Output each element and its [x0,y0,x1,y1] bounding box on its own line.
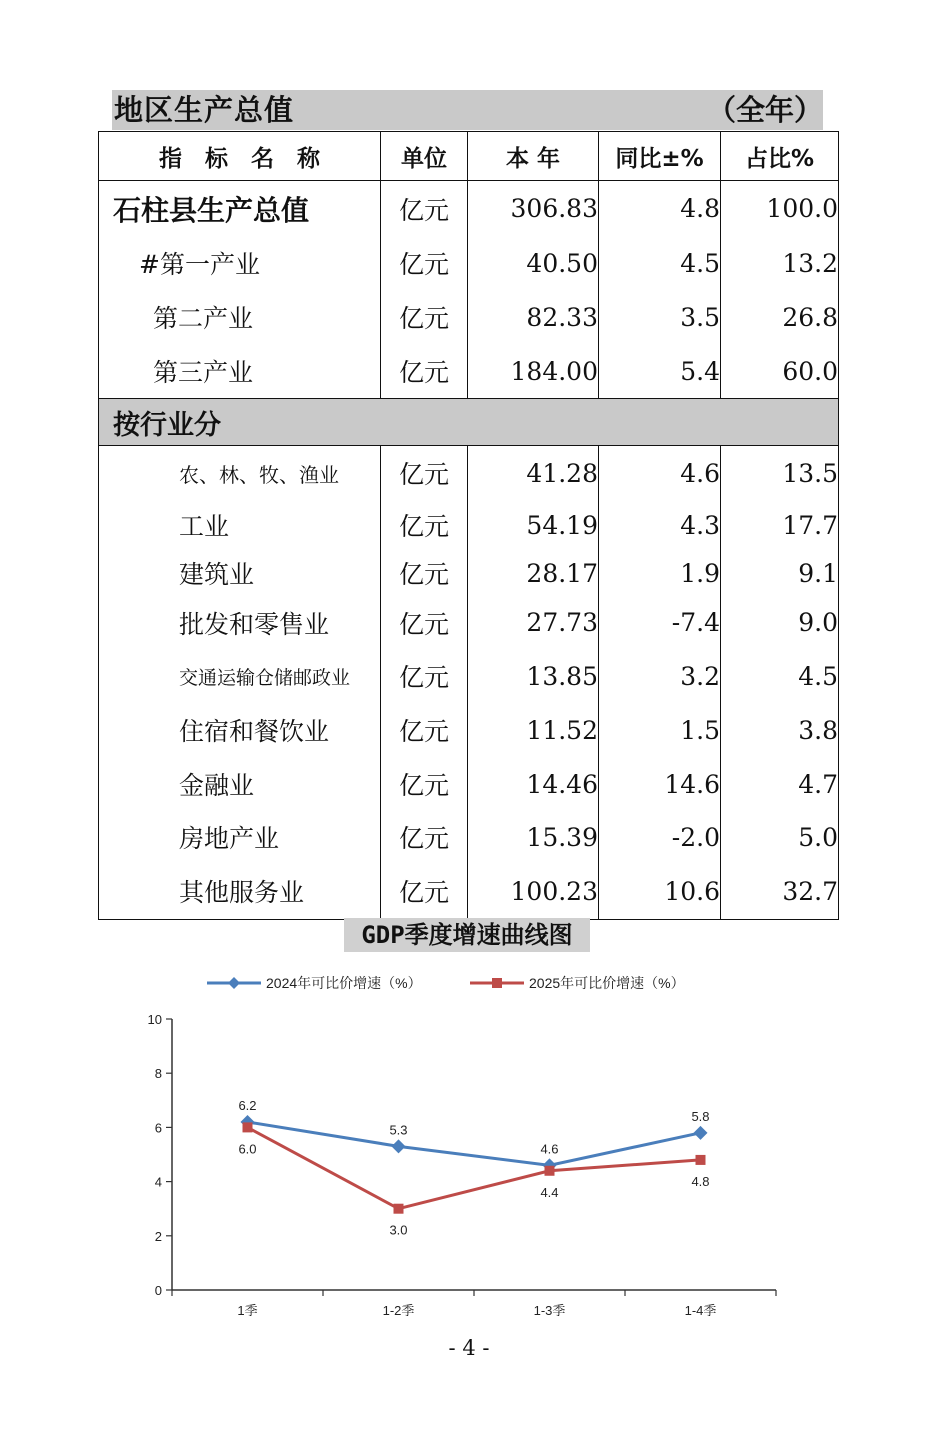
row-name: 其他服务业 [99,863,381,920]
row-name: 第二产业 [99,290,381,344]
table-row [99,446,839,501]
data-point [243,1122,253,1132]
y-tick-label: 4 [154,1174,162,1190]
row-name: 石柱县生产总值 [99,181,381,237]
data-point [392,1139,406,1153]
x-tick-label: 1-3季 [533,1303,566,1318]
row-growth: 10.6 [599,863,721,920]
row-value: 82.33 [468,290,599,344]
x-tick-label: 1-4季 [684,1303,717,1318]
data-label: 5.3 [389,1122,408,1138]
row-share: 17.7 [721,500,839,550]
row-share: 13.2 [721,236,839,290]
legend-label: 2025年可比价增速（%） [529,975,685,991]
table-header-row [99,132,839,181]
series-line [248,1122,701,1165]
row-growth: 3.5 [599,290,721,344]
row-unit: 亿元 [381,703,468,757]
row-name: 住宿和餐饮业 [99,703,381,757]
row-value: 100.23 [468,863,599,920]
table-row [99,863,839,920]
legend-marker [492,978,502,988]
row-share: 4.5 [721,649,839,703]
row-growth: 3.2 [599,649,721,703]
y-tick-label: 2 [154,1228,162,1244]
x-tick-label: 1-2季 [382,1303,415,1318]
row-name: 建筑业 [99,550,381,596]
row-name: 农、林、牧、渔业 [99,446,381,501]
col-header-name: 指 标 名 称 [99,132,381,181]
row-growth: 4.3 [599,500,721,550]
row-share: 32.7 [721,863,839,920]
row-share: 13.5 [721,446,839,501]
table-row [99,290,839,344]
row-name: 第三产业 [99,344,381,399]
data-label: 5.8 [691,1108,710,1124]
table-row [99,757,839,811]
legend-label: 2024年可比价增速（%） [266,975,422,991]
row-value: 184.00 [468,344,599,399]
row-value: 15.39 [468,811,599,863]
row-unit: 亿元 [381,236,468,290]
data-point [694,1126,708,1140]
table-row [99,500,839,550]
row-share: 100.0 [721,181,839,237]
y-tick-label: 10 [147,1012,162,1027]
series-line [248,1127,701,1208]
row-growth: 5.4 [599,344,721,399]
col-header-unit: 单位 [381,132,468,181]
table-row [99,550,839,596]
gdp-table [98,131,839,920]
table-row [99,344,839,399]
table-row [99,703,839,757]
legend-marker [228,977,240,989]
row-growth: 14.6 [599,757,721,811]
row-growth: -2.0 [599,811,721,863]
table-row [99,236,839,290]
page-number: - 4 - [448,1336,490,1360]
row-value: 11.52 [468,703,599,757]
row-value: 54.19 [468,500,599,550]
y-tick-label: 6 [154,1120,162,1136]
period-label: （全年） [706,93,823,127]
gdp-growth-chart [0,960,938,1330]
data-label: 6.2 [238,1097,257,1113]
row-value: 306.83 [468,181,599,237]
row-unit: 亿元 [381,446,468,501]
row-growth: 1.9 [599,550,721,596]
section-row [99,399,839,446]
data-label: 3.0 [389,1222,408,1238]
row-unit: 亿元 [381,550,468,596]
col-header-share: 占比% [721,132,839,181]
chart-title: GDP季度增速曲线图 [344,918,590,952]
row-share: 9.1 [721,550,839,596]
row-name: #第一产业 [99,236,381,290]
row-unit: 亿元 [381,757,468,811]
table-row [99,649,839,703]
col-header-value: 本 年 [468,132,599,181]
section-title: 按行业分 [99,399,839,446]
row-unit: 亿元 [381,863,468,920]
row-growth: 1.5 [599,703,721,757]
row-value: 13.85 [468,649,599,703]
table-row [99,181,839,237]
row-growth: 4.8 [599,181,721,237]
x-tick-label: 1季 [237,1303,258,1318]
row-unit: 亿元 [381,181,468,237]
row-name: 交通运输仓储邮政业 [99,649,381,703]
col-header-growth: 同比±% [599,132,721,181]
row-value: 27.73 [468,596,599,649]
data-label: 4.8 [691,1173,710,1189]
row-name: 工业 [99,500,381,550]
row-share: 4.7 [721,757,839,811]
row-value: 40.50 [468,236,599,290]
table-row [99,811,839,863]
row-growth: -7.4 [599,596,721,649]
row-share: 9.0 [721,596,839,649]
row-value: 14.46 [468,757,599,811]
row-name: 金融业 [99,757,381,811]
y-tick-label: 0 [154,1283,162,1298]
row-unit: 亿元 [381,811,468,863]
row-growth: 4.6 [599,446,721,501]
row-share: 5.0 [721,811,839,863]
row-unit: 亿元 [381,344,468,399]
row-unit: 亿元 [381,290,468,344]
row-share: 26.8 [721,290,839,344]
row-name: 房地产业 [99,811,381,863]
row-growth: 4.5 [599,236,721,290]
data-label: 4.6 [540,1141,559,1157]
row-value: 28.17 [468,550,599,596]
data-point [545,1166,555,1176]
row-share: 3.8 [721,703,839,757]
row-value: 41.28 [468,446,599,501]
row-name: 批发和零售业 [99,596,381,649]
page-title: 地区生产总值 [114,93,295,127]
data-point [696,1155,706,1165]
row-share: 60.0 [721,344,839,399]
table-row [99,596,839,649]
data-label: 6.0 [238,1141,257,1157]
row-unit: 亿元 [381,596,468,649]
row-unit: 亿元 [381,500,468,550]
y-tick-label: 8 [154,1066,162,1082]
data-label: 4.4 [540,1184,559,1200]
data-point [394,1204,404,1214]
row-unit: 亿元 [381,649,468,703]
